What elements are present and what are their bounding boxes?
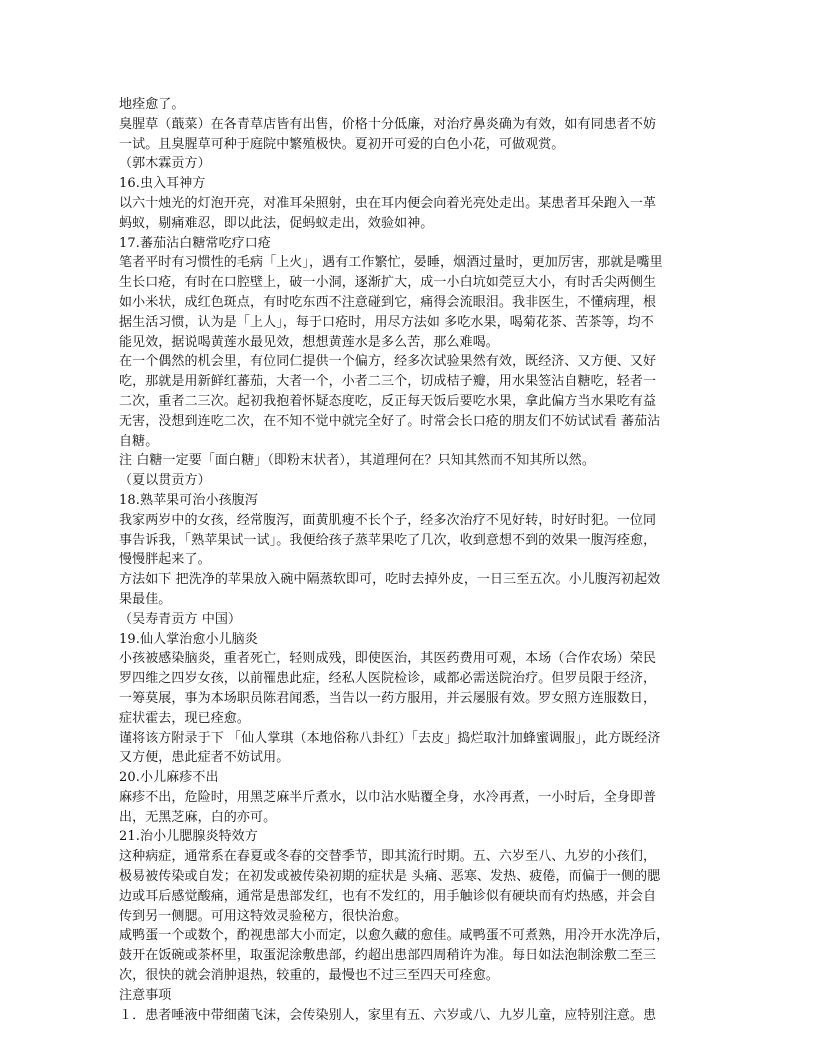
text-line: 生长口疮，有时在口腔壁上，破一小洞，逐渐扩大，成一小白坑如莞豆大小，有时舌尖两侧生 [119, 275, 657, 291]
text-line: 能见效，据说喝黄莲水最见效，想想黄莲水是多么苦，那么难喝。 [119, 334, 499, 350]
text-line: （郭木霖贡方） [119, 156, 211, 172]
text-line: 18.熟苹果可治小孩腹泻 [119, 492, 258, 508]
text-line: 自糖。 [119, 433, 159, 449]
text-line: 一试。且臭腥草可种于庭院中繁殖极快。夏初开可爱的白色小花，可做观赏。 [119, 136, 565, 152]
text-line: 边或耳后感觉酸痛，通常是患部发红，也有不发红的，用手触诊似有硬块而有灼热感，并会自 [119, 888, 657, 904]
text-line: 19.仙人掌治愈小儿脑炎 [119, 631, 258, 647]
text-line: 咸鸭蛋一个或数个，酌视患部大小而定，以愈久藏的愈佳。咸鸭蛋不可煮熟，用冷开水洗净后， [119, 928, 670, 944]
text-line: 蚂蚁，剔痛难忍，即以此法，促蚂蚁走出，效验如神。 [119, 215, 434, 231]
text-line: 传到另一侧腮。可用这特效灵验秘方，很快治愈。 [119, 908, 408, 924]
text-line: 慢慢胖起来了。 [119, 552, 211, 568]
text-line: 我家两岁中的女孩，经常腹泻，面黄肌瘦不长个子，经多次治疗不见好转，时好时犯。一位同 [119, 512, 657, 528]
text-line: 17.蕃茄沾白糖常吃疗口疮 [119, 235, 271, 251]
text-line: 在一个偶然的机会里，有位同仁提供一个偏方，经多次试验果然有效，既经济、又方便、又好 [119, 354, 657, 370]
text-line: 小孩被感染脑炎，重者死亡，轻则成残，即使医治，其医药费用可观，本场（合作农场）荣民 [119, 651, 657, 667]
text-line: 这种病症，通常系在春夏或冬春的交替季节，即其流行时期。五、六岁至八、九岁的小孩们， [119, 849, 657, 865]
text-line: 以六十烛光的灯泡开亮，对准耳朵照射，虫在耳内便会向着光亮处走出。某患者耳朵跑入一革 [119, 195, 657, 211]
text-line: 果最佳。 [119, 591, 172, 607]
text-line: 笔者平时有习惯性的毛病「上火」，遇有工作繁忙，晏睡，烟酒过量时，更加厉害，那就是嘴里 [119, 255, 663, 271]
text-line: 一筹莫展，事为本场职员陈君闻悉，当告以一药方服用，并云屡服有效。罗女照方连服数日， [119, 690, 657, 706]
text-line: 无害，没想到连吃二次，在不知不觉中就完全好了。时常会长口疮的朋友们不妨试试看 蕃茄沾 [119, 413, 661, 429]
text-line: 吃，那就是用新鲜红蕃茄，大者一个，小者二三个，切成桔子瓣，用水果签沾自糖吃，轻者一 [119, 374, 657, 390]
text-line: 又方便，患此症者不妨试用。 [119, 750, 290, 766]
text-line: 麻疹不出，危险时，用黑芝麻半斤煮水，以巾沾水贴覆全身，水冷再煮，一小时后，全身即普 [119, 789, 657, 805]
text-line: 事告诉我，「熟苹果试一试」。我便给孩子蒸苹果吃了几次，收到意想不到的效果一腹泻痊愈， [119, 532, 657, 548]
text-line: （夏以贯贡方） [119, 473, 211, 489]
text-line: 臭腥草（蕺菜）在各青草店皆有出售，价格十分低廉，对治疗鼻炎确为有效，如有同患者不妨 [119, 116, 657, 132]
text-line: 次，很快的就会消肿退热，较重的，最慢也不过三至四天可痊愈。 [119, 968, 499, 984]
text-line: １．患者唾液中带细菌飞沫，会传染别人，家里有五、六岁或八、九岁儿童，应特别注意。患 [119, 1007, 657, 1023]
text-line: 20.小儿麻疹不出 [119, 770, 219, 786]
text-line: 症状霍去，现已痊愈。 [119, 710, 251, 726]
text-line: 注 白糖一定要「面白糖」（即粉末状者），其道理何在？只知其然而不知其所以然。 [119, 453, 595, 469]
document-page [119, 95, 704, 1025]
text-line: 21.治小儿腮腺炎特效方 [119, 829, 258, 845]
text-line: 16.虫入耳神方 [119, 176, 206, 192]
text-line: （吴寿青贡方 中国） [119, 611, 242, 627]
text-line: 二次，重者二三次。起初我抱着怀疑态度吃，反正每天饭后要吃水果，拿此偏方当水果吃有益 [119, 393, 657, 409]
text-line: 注意事项 [119, 987, 172, 1003]
text-line: 出，无黑芝麻，白的亦可。 [119, 809, 277, 825]
text-line: 极易被传染或自发；在初发或被传染初期的症状是 头痛、恶寒、发热、疲倦，而偏于一侧的腮 [119, 869, 661, 885]
text-line: 谨将该方附录于下 「仙人掌琪（本地俗称八卦红）「去皮」捣烂取汁加蜂蜜调服」，此方既经济 [119, 730, 661, 746]
text-line: 据生活习惯，认为是「上人」，每于口疮时，用尽方法如 多吃水果，喝菊花茶、苦茶等，均不 [119, 314, 654, 330]
text-line: 如小米状，成红色斑点，有时吃东西不注意碰到它，痛得会流眼泪。我非医生，不懂病理，根 [119, 294, 657, 310]
text-line: 罗四维之四岁女孩，以前罹患此症，经私人医院检诊，咸都必需送院治疗。但罗员限于经济， [119, 671, 657, 687]
text-line: 地痊愈了。 [119, 97, 185, 112]
text-line: 方法如下 把洗净的苹果放入碗中隔蒸软即可，吃时去掉外皮，一日三至五次。小儿腹泻初起效 [119, 572, 661, 588]
text-line: 鼓开在饭碗或茶杯里，取蛋泥涂敷患部，约超出患部四周稍许为准。每日如法泡制涂敷二至三 [119, 948, 657, 964]
